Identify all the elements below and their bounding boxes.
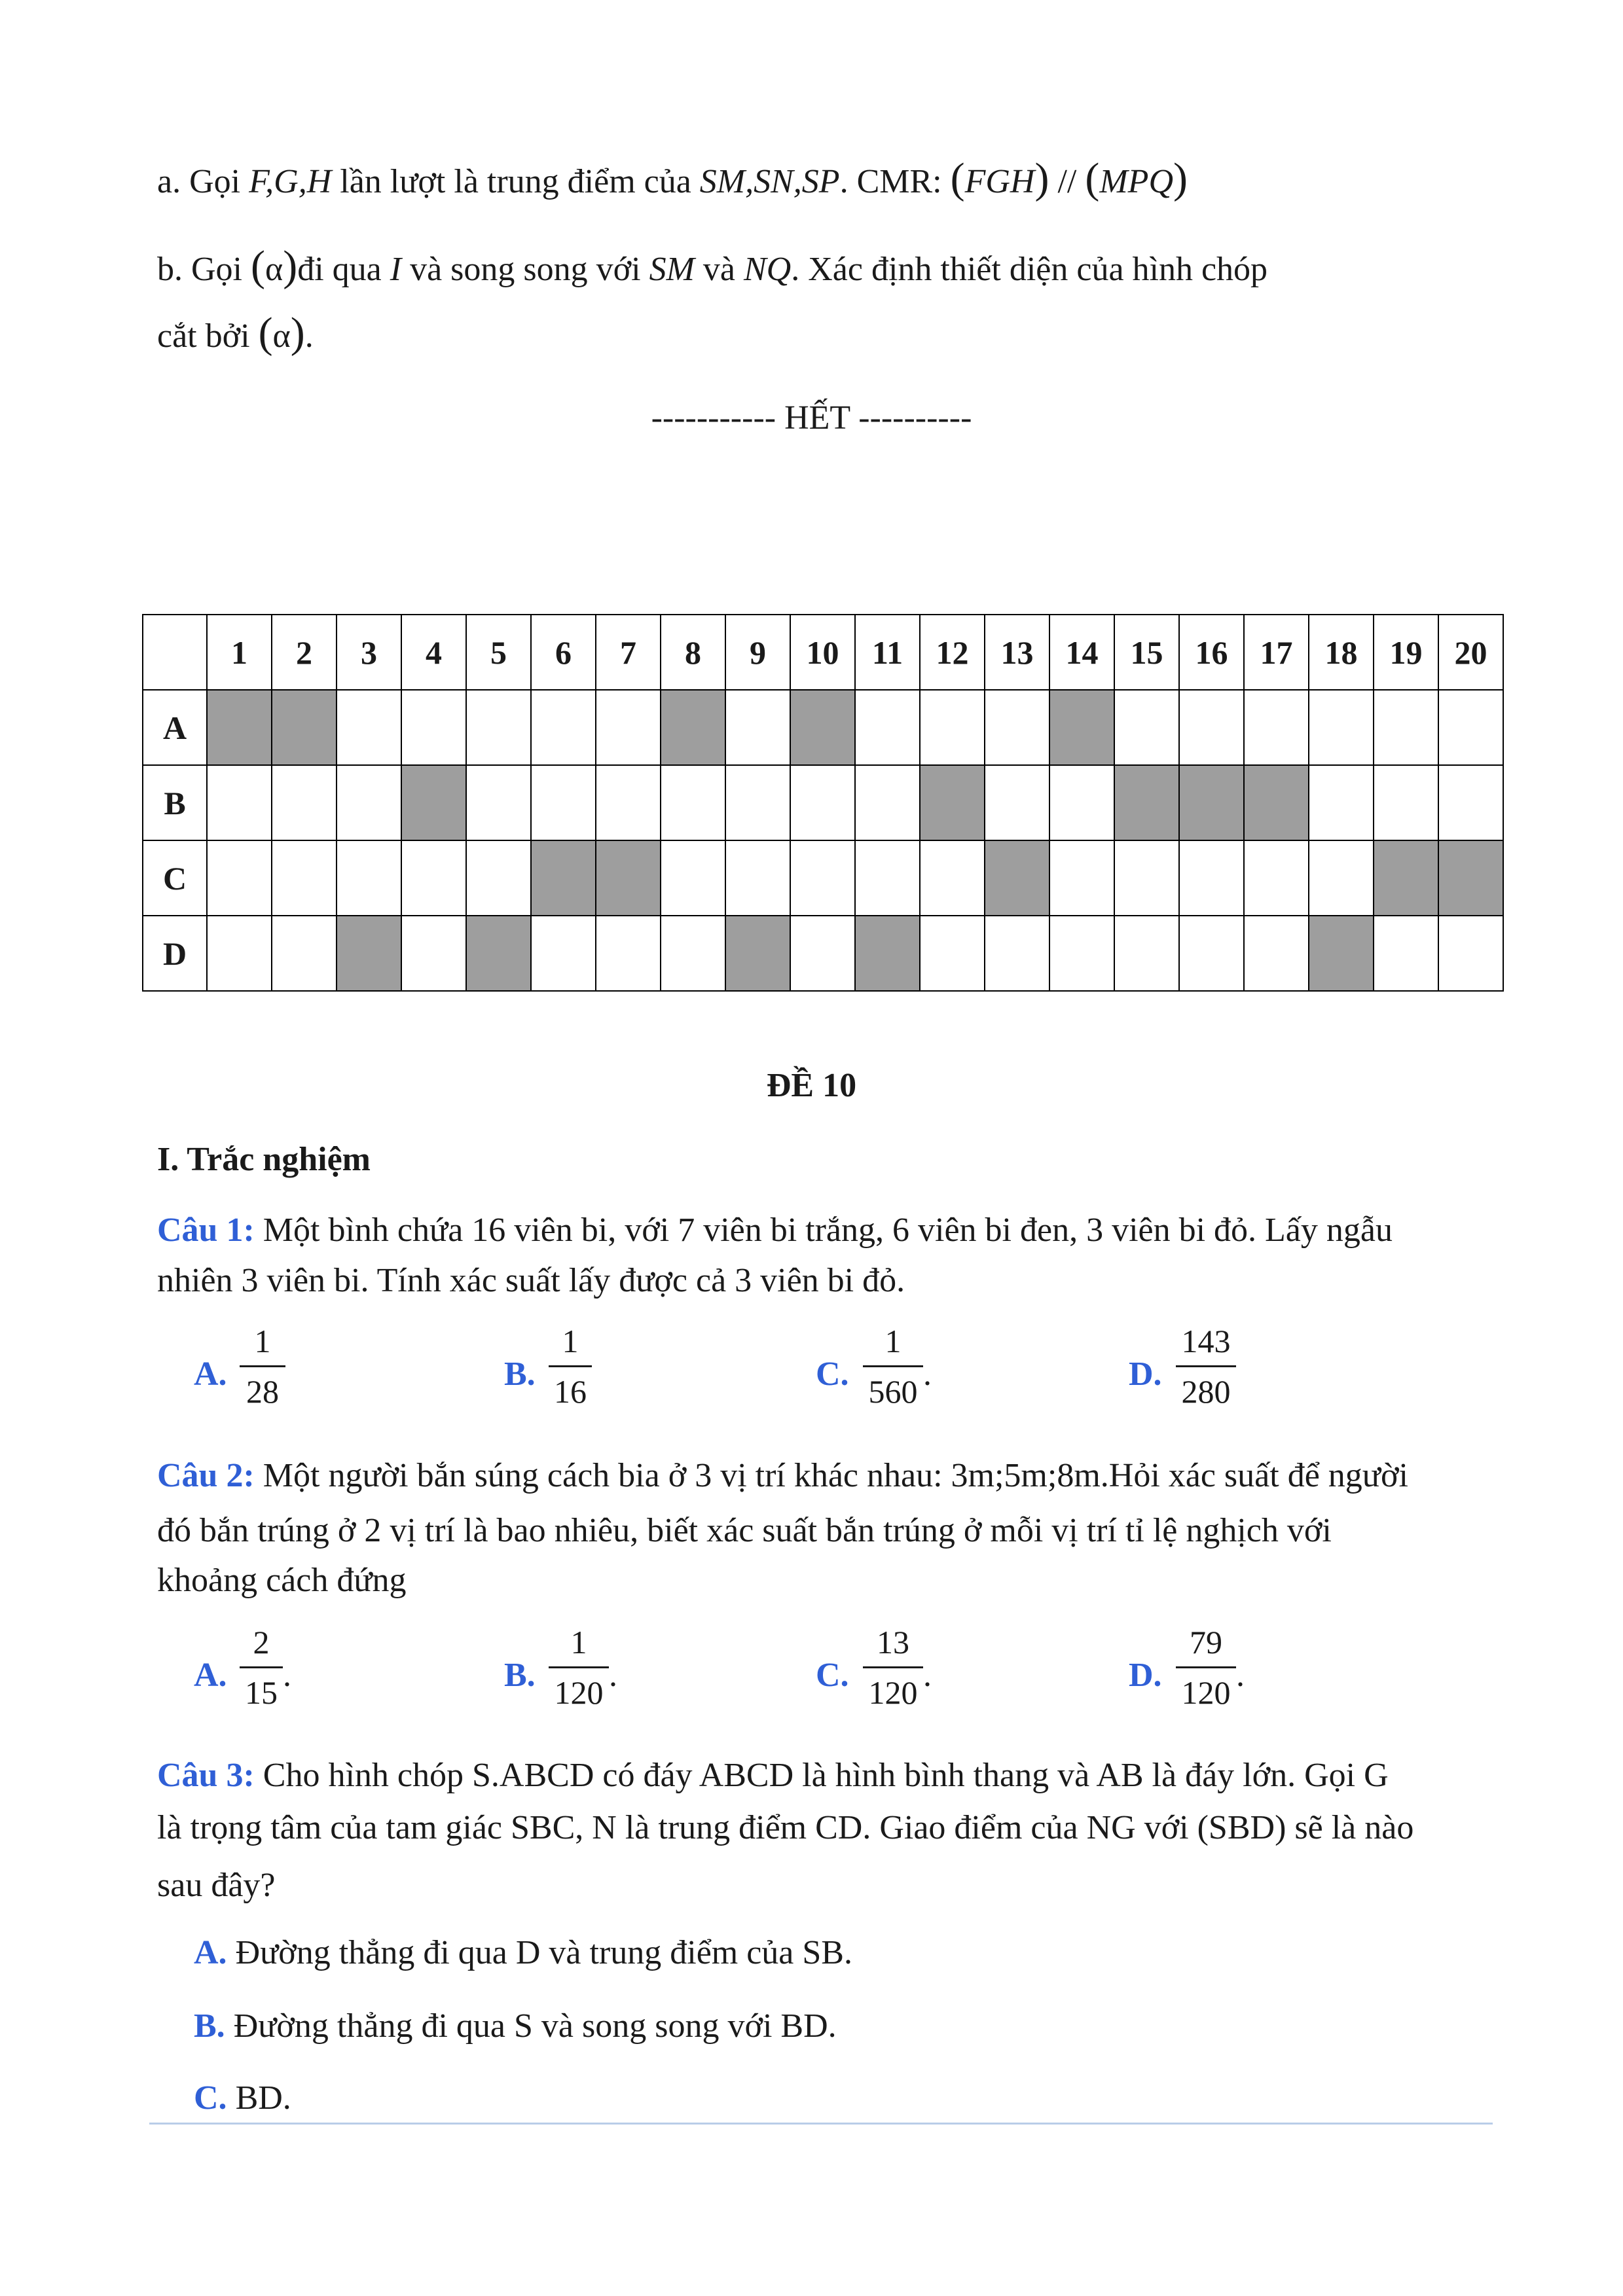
answer-grid [142, 614, 1504, 992]
grid-cell [855, 690, 920, 765]
q2-option-d[interactable]: D. [1129, 1657, 1162, 1694]
grid-cell [1309, 690, 1374, 765]
grid-cell-filled [985, 840, 1049, 916]
grid-cell-filled [1244, 765, 1309, 840]
grid-column-header: 2 [272, 615, 337, 690]
grid-column-header: 9 [725, 615, 790, 690]
question-3-line-2: là trọng tâm của tam giác SBC, N là trung điểm CD. Giao điểm của NG với (SBD) sẽ là nào [157, 1809, 1414, 1846]
q2-option-a[interactable]: A. [194, 1657, 227, 1694]
grid-cell [985, 690, 1049, 765]
grid-cell [1049, 916, 1114, 991]
grid-column-header: 15 [1114, 615, 1179, 690]
grid-cell [207, 765, 272, 840]
end-marker: ----------- HẾT ---------- [651, 399, 972, 437]
grid-cell [1244, 916, 1309, 991]
grid-cell [661, 840, 725, 916]
grid-cell-filled [725, 916, 790, 991]
grid-cell-filled [855, 916, 920, 991]
grid-cell [272, 840, 337, 916]
grid-corner [143, 615, 207, 690]
question-1-line-2: nhiên 3 viên bi. Tính xác suất lấy được cả 3 viên bi đỏ. [157, 1262, 905, 1299]
grid-cell-filled [790, 690, 855, 765]
grid-cell [725, 840, 790, 916]
q2-option-a-fraction: 2 15 [240, 1621, 283, 1714]
grid-cell [401, 690, 466, 765]
grid-cell [1309, 765, 1374, 840]
q1-option-a[interactable]: A. [194, 1355, 227, 1393]
q2-option-c-fraction: 13 120 [863, 1621, 923, 1714]
grid-cell [1374, 690, 1438, 765]
question-1-line-1: Câu 1: Một bình chứa 16 viên bi, với 7 viên bi trắng, 6 viên bi đen, 3 viên bi đỏ. Lấy ngẫu [157, 1211, 1393, 1249]
question-3-line-1: Câu 3: Cho hình chóp S.ABCD có đáy ABCD là hình bình thang và AB là đáy lớn. Gọi G [157, 1757, 1389, 1794]
grid-cell [920, 690, 985, 765]
grid-column-header: 11 [855, 615, 920, 690]
grid-cell-filled [207, 690, 272, 765]
question-3-line-3: sau đây? [157, 1867, 276, 1904]
question-2-line-3: khoảng cách đứng [157, 1562, 407, 1599]
plane-mpq: MPQ [1099, 163, 1173, 200]
question-2-line-2: đó bắn trúng ở 2 vị trí là bao nhiêu, biết xác suất bắn trúng ở mỗi vị trí tỉ lệ nghịch với [157, 1512, 1332, 1549]
grid-cell [661, 916, 725, 991]
plane-fgh: FGH [964, 163, 1035, 200]
part-b-line-2: cắt bởi (α). [157, 309, 314, 357]
grid-cell [1374, 765, 1438, 840]
question-3-label: Câu 3: [157, 1757, 255, 1794]
grid-column-header: 1 [207, 615, 272, 690]
grid-cell [401, 840, 466, 916]
grid-cell [531, 916, 596, 991]
grid-cell-filled [531, 840, 596, 916]
grid-cell [920, 916, 985, 991]
grid-cell [1309, 840, 1374, 916]
grid-cell [855, 840, 920, 916]
grid-cell [1179, 916, 1244, 991]
grid-column-header: 7 [596, 615, 661, 690]
q1-option-c[interactable]: C. [816, 1355, 849, 1393]
grid-cell [790, 765, 855, 840]
grid-cell-filled [466, 916, 531, 991]
grid-cell [207, 916, 272, 991]
part-a-line: a. Gọi F,G,H lần lượt là trung điểm của SM,SN,SP. CMR: (FGH) // (MPQ) [157, 154, 1188, 202]
q2-option-c[interactable]: C. [816, 1657, 849, 1694]
grid-cell-filled [1179, 765, 1244, 840]
grid-cell [725, 690, 790, 765]
exam-title: ĐỀ 10 [766, 1067, 857, 1104]
grid-column-header: 6 [531, 615, 596, 690]
grid-cell [985, 916, 1049, 991]
q1-option-b[interactable]: B. [504, 1355, 536, 1393]
segments-sm-sn-sp: SM,SN,SP [699, 163, 840, 200]
grid-column-header: 16 [1179, 615, 1244, 690]
grid-column-header: 19 [1374, 615, 1438, 690]
grid-cell [1114, 690, 1179, 765]
grid-row-label: C [143, 840, 207, 916]
grid-cell [272, 765, 337, 840]
grid-cell [790, 840, 855, 916]
grid-row-label: D [143, 916, 207, 991]
grid-cell [466, 840, 531, 916]
grid-cell [596, 916, 661, 991]
q3-option-a[interactable]: A. Đường thẳng đi qua D và trung điểm của SB. [194, 1934, 852, 1971]
grid-cell-filled [1049, 690, 1114, 765]
grid-cell-filled [1114, 765, 1179, 840]
grid-cell [466, 765, 531, 840]
q1-option-a-fraction: 1 28 [240, 1319, 285, 1413]
grid-cell-filled [1374, 840, 1438, 916]
grid-cell [1114, 840, 1179, 916]
grid-cell [596, 765, 661, 840]
q1-option-d-fraction: 143 280 [1176, 1319, 1236, 1413]
grid-cell [920, 840, 985, 916]
question-1-label: Câu 1: [157, 1211, 255, 1249]
grid-cell-filled [920, 765, 985, 840]
q2-option-b[interactable]: B. [504, 1657, 536, 1694]
grid-cell [272, 916, 337, 991]
grid-cell [531, 765, 596, 840]
grid-cell [725, 765, 790, 840]
grid-cell [337, 765, 401, 840]
grid-cell-filled [272, 690, 337, 765]
grid-cell [401, 916, 466, 991]
q3-option-b[interactable]: B. Đường thẳng đi qua S và song song với BD. [194, 2007, 837, 2045]
grid-cell [661, 765, 725, 840]
grid-cell [1049, 840, 1114, 916]
grid-cell [466, 690, 531, 765]
grid-cell-filled [661, 690, 725, 765]
grid-cell [1244, 690, 1309, 765]
grid-cell [1244, 840, 1309, 916]
grid-column-header: 20 [1438, 615, 1503, 690]
grid-column-header: 8 [661, 615, 725, 690]
q1-option-c-fraction: 1 560 [863, 1319, 923, 1413]
grid-cell [1438, 690, 1503, 765]
grid-column-header: 18 [1309, 615, 1374, 690]
grid-cell [1179, 840, 1244, 916]
part-b-line-1: b. Gọi (α)đi qua I và song song với SM và NQ. Xác định thiết diện của hình chóp [157, 242, 1268, 290]
q2-option-b-fraction: 1 120 [549, 1621, 609, 1714]
question-2-label: Câu 2: [157, 1457, 255, 1494]
grid-column-header: 17 [1244, 615, 1309, 690]
grid-row-label: B [143, 765, 207, 840]
grid-column-header: 13 [985, 615, 1049, 690]
grid-cell [531, 690, 596, 765]
grid-cell [1438, 765, 1503, 840]
section-title: I. Trắc nghiệm [157, 1141, 371, 1178]
grid-row-label: A [143, 690, 207, 765]
question-2-line-1: Câu 2: Một người bắn súng cách bia ở 3 vị trí khác nhau: 3m;5m;8m.Hỏi xác suất để người [157, 1457, 1408, 1494]
grid-cell [1438, 916, 1503, 991]
grid-column-header: 4 [401, 615, 466, 690]
grid-cell [337, 840, 401, 916]
alpha-symbol: α [264, 251, 283, 288]
grid-cell [790, 916, 855, 991]
grid-column-header: 3 [337, 615, 401, 690]
grid-column-header: 14 [1049, 615, 1114, 690]
grid-cell-filled [596, 840, 661, 916]
grid-cell [337, 690, 401, 765]
grid-column-header: 10 [790, 615, 855, 690]
grid-cell-filled [401, 765, 466, 840]
points-fgh: F,G,H [249, 163, 332, 200]
grid-cell-filled [337, 916, 401, 991]
bottom-divider [149, 2123, 1493, 2125]
q2-option-d-fraction: 79 120 [1176, 1621, 1236, 1714]
grid-cell-filled [1438, 840, 1503, 916]
grid-cell [985, 765, 1049, 840]
grid-cell [855, 765, 920, 840]
grid-cell [1049, 765, 1114, 840]
grid-cell [1114, 916, 1179, 991]
grid-column-header: 5 [466, 615, 531, 690]
grid-column-header: 12 [920, 615, 985, 690]
grid-cell [207, 840, 272, 916]
q1-option-b-fraction: 1 16 [549, 1319, 592, 1413]
grid-cell [596, 690, 661, 765]
grid-cell-filled [1309, 916, 1374, 991]
grid-cell [1179, 690, 1244, 765]
grid-cell [1374, 916, 1438, 991]
q1-option-d[interactable]: D. [1129, 1355, 1162, 1393]
q3-option-c[interactable]: C. BD. [194, 2079, 291, 2117]
